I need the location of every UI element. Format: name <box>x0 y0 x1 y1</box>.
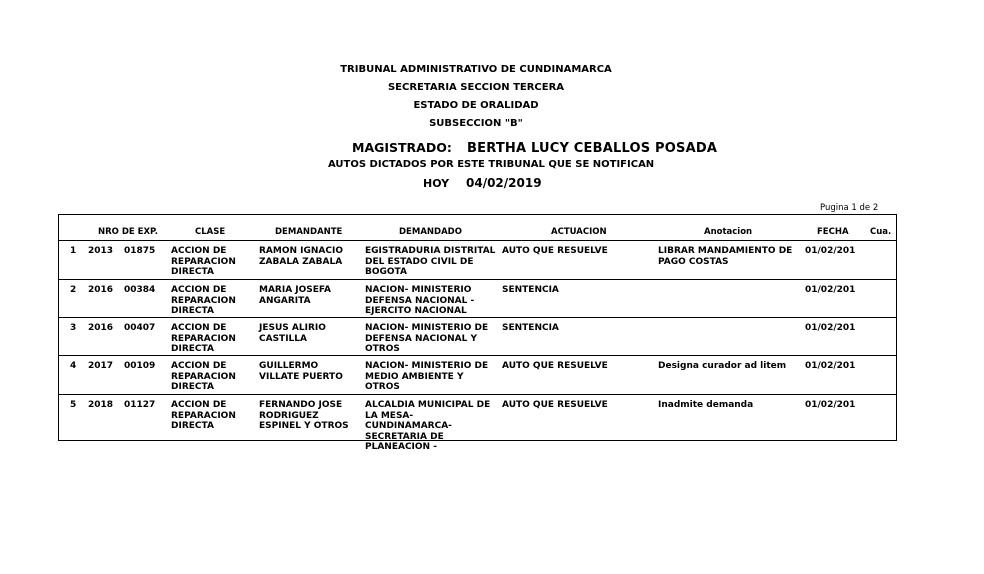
table-row <box>59 280 896 318</box>
row-demandado: NACION- MINISTERIO DE DEFENSA NACIONAL Y OTROS <box>365 323 489 354</box>
court-title: TRIBUNAL ADMINISTRATIVO DE CUNDINAMARCA <box>340 64 612 75</box>
row-actuacion: SENTENCIA <box>502 285 559 295</box>
row-demandado: EGISTRADURIA DISTRITAL DEL ESTADO CIVIL DE BOGOTA <box>365 246 496 277</box>
row-fecha: 01/02/201 <box>805 323 856 333</box>
row-actuacion: AUTO QUE RESUELVE <box>502 400 608 410</box>
row-demandante: MARIA JOSEFA ANGARITA <box>259 285 332 306</box>
magistrado-label: MAGISTRADO: <box>352 140 452 155</box>
table-header <box>59 215 896 241</box>
table-row <box>59 356 896 395</box>
row-fecha: 01/02/201 <box>805 400 856 410</box>
row-exp: 01127 <box>124 400 156 410</box>
row-demandado: NACION- MINISTERIO DEFENSA NACIONAL - EJERCITO NACIONAL <box>365 285 475 316</box>
row-year: 2016 <box>88 323 114 333</box>
notifications-table <box>58 214 897 452</box>
row-anotacion: Inadmite demanda <box>658 400 754 410</box>
hoy-date: 04/02/2019 <box>466 176 542 190</box>
row-year: 2013 <box>88 246 114 256</box>
row-fecha: 01/02/201 <box>805 361 856 371</box>
row-anotacion: LIBRAR MANDAMIENTO DE PAGO COSTAS <box>658 246 793 267</box>
hoy-label: HOY <box>423 177 450 190</box>
row-number: 4 <box>70 361 77 371</box>
row-clase: ACCION DE REPARACION DIRECTA <box>171 400 236 431</box>
row-exp: 00407 <box>124 323 156 333</box>
magistrado-name: BERTHA LUCY CEBALLOS POSADA <box>467 141 718 156</box>
row-number: 5 <box>70 400 77 410</box>
page-indicator: Pugina 1 de 2 <box>820 203 879 213</box>
row-year: 2016 <box>88 285 114 295</box>
row-fecha: 01/02/201 <box>805 246 856 256</box>
row-clase: ACCION DE REPARACION DIRECTA <box>171 361 236 392</box>
column-fecha: FECHA <box>817 227 849 237</box>
row-year: 2017 <box>88 361 114 371</box>
state-title: ESTADO DE ORALIDAD <box>413 100 539 111</box>
table-row <box>59 395 896 452</box>
row-demandado: ALCALDIA MUNICIPAL DE LA MESA- CUNDINAMARCA- SECRETARIA DE PLANEACION - <box>365 400 491 452</box>
column-demandante: DEMANDANTE <box>275 227 343 237</box>
row-actuacion: AUTO QUE RESUELVE <box>502 246 608 256</box>
row-number: 2 <box>70 285 77 295</box>
column-cua: Cua. <box>870 227 892 237</box>
column-actuacion: ACTUACION <box>551 227 607 237</box>
row-number: 1 <box>70 246 77 256</box>
column-clase: CLASE <box>195 227 226 237</box>
row-fecha: 01/02/201 <box>805 285 856 295</box>
row-actuacion: AUTO QUE RESUELVE <box>502 361 608 371</box>
column-nro-exp: NRO DE EXP. <box>98 227 158 237</box>
secretariat-title: SECRETARIA SECCION TERCERA <box>387 82 565 93</box>
row-year: 2018 <box>88 400 114 410</box>
row-exp: 01875 <box>124 246 156 256</box>
subsection-title: SUBSECCION "B" <box>429 118 523 129</box>
table-row <box>59 318 896 356</box>
row-demandante: FERNANDO JOSE RODRIGUEZ ESPINEL Y OTROS <box>259 400 349 431</box>
row-anotacion: Designa curador ad litem <box>658 361 787 371</box>
row-clase: ACCION DE REPARACION DIRECTA <box>171 285 236 316</box>
row-clase: ACCION DE REPARACION DIRECTA <box>171 323 236 354</box>
row-exp: 00384 <box>124 285 156 295</box>
row-demandante: RAMON IGNACIO ZABALA ZABALA <box>259 246 344 267</box>
column-anotacion: Anotacion <box>704 227 753 237</box>
row-exp: 00109 <box>124 361 156 371</box>
row-clase: ACCION DE REPARACION DIRECTA <box>171 246 236 277</box>
row-actuacion: SENTENCIA <box>502 323 559 333</box>
row-number: 3 <box>70 323 77 333</box>
column-demandado: DEMANDADO <box>399 227 462 237</box>
row-demandante: JESUS ALIRIO CASTILLA <box>259 323 326 344</box>
row-demandado: NACION- MINISTERIO DE MEDIO AMBIENTE Y OTROS <box>365 361 489 392</box>
table-row <box>59 241 896 280</box>
autos-subtitle: AUTOS DICTADOS POR ESTE TRIBUNAL QUE SE NOTIFICAN <box>328 159 655 170</box>
row-demandante: GUILLERMO VILLATE PUERTO <box>259 361 343 382</box>
